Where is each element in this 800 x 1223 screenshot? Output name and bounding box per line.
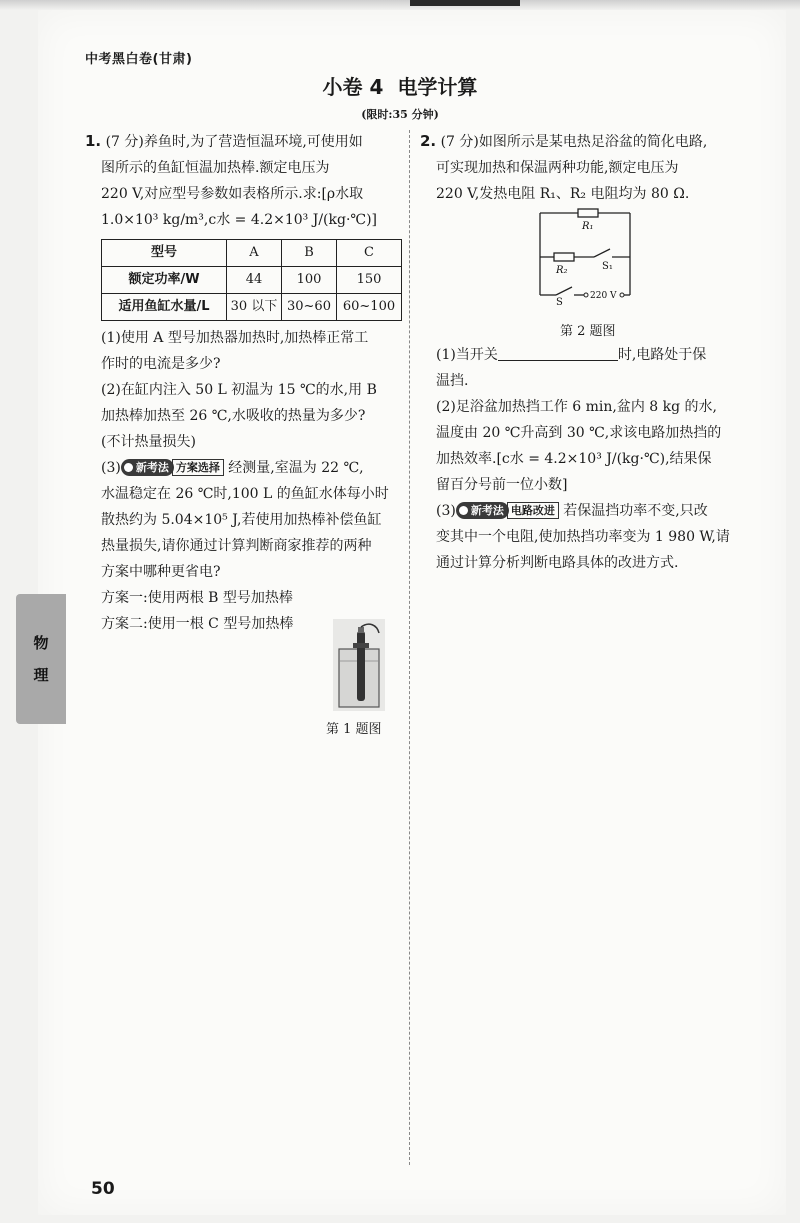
table-cell: 150 <box>337 267 402 294</box>
q2-sub3-line-0 <box>420 498 755 524</box>
scan-dark-mark <box>410 0 520 6</box>
table-cell: 30~60 <box>282 294 337 321</box>
q1-sub1-line-1: 作时的电流是多少? <box>101 356 221 372</box>
q2-text-0: (7 分)如图所示是某电热足浴盆的简化电路, <box>440 134 708 150</box>
q1-sub2-line-0: (2)在缸内注入 50 L 初温为 15 ℃的水,用 B <box>101 382 377 398</box>
page-title <box>0 71 800 100</box>
s1-label: S₁ <box>602 261 613 272</box>
q1-sub3-line-4: 方案中哪种更省电? <box>101 564 221 580</box>
q1-sub3-line-0 <box>85 455 403 481</box>
title-part2: 电学计算 <box>397 75 478 99</box>
side-tab-char-2: 理 <box>33 666 49 684</box>
voltage-label: 220 V <box>590 291 617 301</box>
q1-sub3-line-3: 热量损失,请你通过计算判断商家推荐的两种 <box>101 538 372 554</box>
q1-text-0: (7 分)养鱼时,为了营造恒温环境,可使用如 <box>105 134 363 150</box>
q2-sub1-b: 时,电路处于保 <box>617 347 707 363</box>
table-header-cell: A <box>227 240 282 267</box>
q1-line-1: 图所示的鱼缸恒温加热棒.额定电压为 <box>101 160 330 176</box>
table-cell: 60~100 <box>337 294 402 321</box>
q2-sub2-line-3: 留百分号前一位小数] <box>436 477 568 493</box>
topic-badge: 方案选择 <box>172 459 224 476</box>
q2-sub2-line-0: (2)足浴盆加热挡工作 6 min,盆内 8 kg 的水, <box>436 399 718 415</box>
q2-sub3-first: 若保温挡功率不变,只改 <box>563 503 708 519</box>
scan-top-edge <box>0 0 800 10</box>
figure-1-caption: 第 1 题图 <box>326 722 382 737</box>
question-2-parts <box>420 342 755 576</box>
table-cell: 44 <box>227 267 282 294</box>
q1-sub2-line-1: 加热棒加热至 26 ℃,水吸收的热量为多少? <box>101 408 366 424</box>
table-row <box>102 294 402 321</box>
s-label: S <box>556 297 563 305</box>
q2-number: 2. <box>420 132 437 150</box>
lightbulb-icon <box>124 463 133 472</box>
table-cell: 30 以下 <box>227 294 282 321</box>
circuit-diagram <box>530 205 640 305</box>
new-method-badge <box>121 459 174 476</box>
table-header-cell: 型号 <box>102 240 227 267</box>
answer-blank[interactable] <box>498 342 618 361</box>
table-cell: 100 <box>282 267 337 294</box>
table-header-cell: B <box>282 240 337 267</box>
q1-sub2-line-2: (不计热量损失) <box>101 434 196 450</box>
q2-line-1: 可实现加热和保温两种功能,额定电压为 <box>436 160 679 176</box>
table-header-row <box>102 240 402 267</box>
new-method-badge <box>456 502 509 519</box>
q1-sub3-line-2: 散热约为 5.04×10⁵ J,若使用加热棒补偿鱼缸 <box>101 512 382 528</box>
table-cell: 额定功率/W <box>102 267 227 294</box>
q1-sub3-prefix: (3) <box>101 460 121 476</box>
q2-sub1-line-0 <box>420 342 755 368</box>
series-label: 中考黑白卷(甘肃) <box>85 52 193 67</box>
q2-sub1-line-1: 温挡. <box>436 373 469 389</box>
page-number: 50 <box>91 1179 115 1199</box>
title-part1: 小卷 4 <box>322 75 384 99</box>
table-cell: 适用鱼缸水量/L <box>102 294 227 321</box>
q2-sub3-line-2: 通过计算分析判断电路具体的改进方式. <box>436 555 679 571</box>
column-divider <box>409 130 410 1165</box>
q2-sub2-line-2: 加热效率.[c水 = 4.2×10³ J/(kg·℃),结果保 <box>436 451 712 467</box>
new-method-label: 新考法 <box>135 461 169 474</box>
table-row <box>102 267 402 294</box>
question-1 <box>85 128 403 637</box>
lightbulb-icon <box>459 506 468 515</box>
r2-label: R₂ <box>556 265 568 276</box>
subject-side-tab <box>16 594 66 724</box>
q2-sub2-line-1: 温度由 20 ℃升高到 30 ℃,求该电路加热挡的 <box>436 425 722 441</box>
q2-sub3-prefix: (3) <box>436 503 456 519</box>
spec-table <box>101 239 402 321</box>
time-limit: (限时:35 分钟) <box>361 108 439 121</box>
q2-line-2: 220 V,发热电阻 R₁、R₂ 电阻均为 80 Ω. <box>436 186 690 202</box>
table-header-cell: C <box>337 240 402 267</box>
q2-sub3-line-1: 变其中一个电阻,使加热挡功率变为 1 980 W,请 <box>436 529 730 545</box>
q1-sub3-first: 经测量,室温为 22 ℃, <box>228 460 364 476</box>
q1-plan1: 方案一:使用两根 B 型号加热棒 <box>101 590 293 606</box>
topic-badge: 电路改进 <box>507 502 559 519</box>
new-method-label: 新考法 <box>470 504 504 517</box>
figure-2-caption: 第 2 题图 <box>560 324 616 339</box>
q1-sub3-line-1: 水温稳定在 26 ℃时,100 L 的鱼缸水体每小时 <box>101 486 389 502</box>
q1-line-3: 1.0×10³ kg/m³,c水 = 4.2×10³ J/(kg·℃)] <box>101 212 377 228</box>
q2-sub1-a: (1)当开关 <box>436 347 498 363</box>
q1-number: 1. <box>85 132 102 150</box>
q1-plan2: 方案二:使用一根 C 型号加热棒 <box>101 616 294 632</box>
side-tab-char-1: 物 <box>33 634 49 652</box>
r1-label: R₁ <box>582 221 594 232</box>
q1-sub1-line-0: (1)使用 A 型号加热器加热时,加热棒正常工 <box>101 330 369 346</box>
question-2 <box>420 128 755 207</box>
heater-figure <box>333 619 385 711</box>
q2-line-0 <box>420 128 755 155</box>
q1-line-0 <box>85 128 403 155</box>
q1-line-2: 220 V,对应型号参数如表格所示.求:[ρ水取 <box>101 186 364 202</box>
